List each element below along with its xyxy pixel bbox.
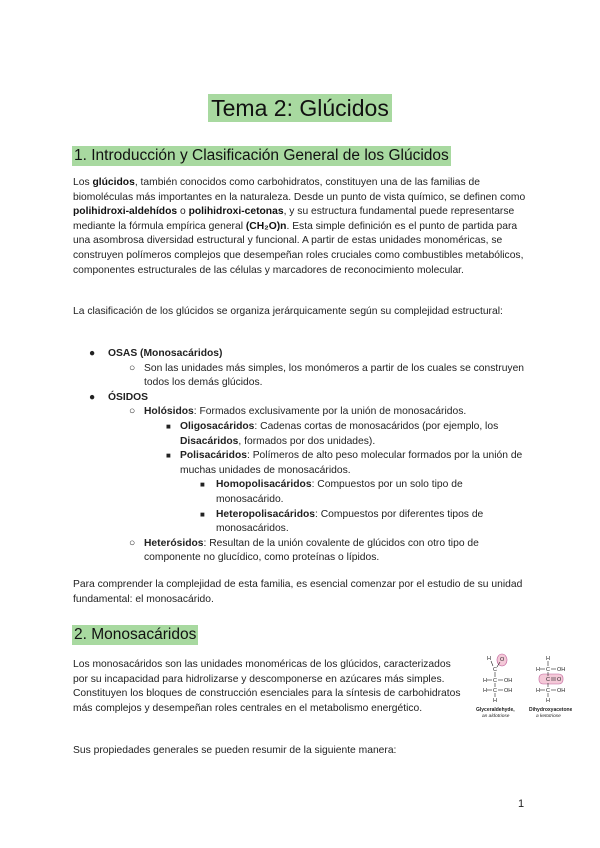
- properties-intro: Sus propiedades generales se pueden resumir de la siguiente manera:: [73, 745, 397, 756]
- triose-structures-figure: [472, 652, 572, 722]
- list-item-homopolisacaridos: ■ Homopolisacáridos: Compuestos por un solo tipo de monosacárido.: [200, 479, 463, 505]
- atom-h-c3: H: [483, 688, 487, 694]
- dihydroxyacetone-label: Dihydroxyacetone: [529, 707, 572, 713]
- atom-h-bottom: H: [493, 698, 497, 704]
- list-item-holosidos: ○ Holósidos: Formados exclusivamente por la unión de monosacáridos.: [129, 406, 467, 418]
- atom-o-right: O: [557, 677, 562, 683]
- list-item-oligosacaridos: ■ Oligosacáridos: Cadenas cortas de monosacáridos (por ejemplo, los Disacáridos, formados por dos unidades).: [166, 420, 499, 447]
- section-heading-monosacaridos: 2. Monosacáridos: [74, 626, 197, 643]
- atom-c2: C: [493, 678, 497, 684]
- atom-c3: C: [493, 688, 497, 694]
- group-oh-c1-right: OH: [557, 667, 566, 673]
- list-item-osas: ● OSAS (Monosacáridos): [89, 348, 223, 359]
- atom-c3-right: C: [546, 688, 550, 694]
- dihydroxyacetone-structure: [529, 656, 572, 719]
- glyceraldehyde-label: Glyceraldehyde,: [476, 707, 515, 713]
- atom-c2-right: C: [546, 677, 550, 683]
- list-item-osidos: ● ÓSIDOS: [89, 391, 149, 403]
- group-oh-c3: OH: [504, 688, 513, 694]
- group-oh-c2: OH: [504, 678, 513, 684]
- atom-h-top: H: [487, 656, 491, 662]
- page-number: 1: [518, 798, 525, 810]
- list-item-osas-desc: ○ Son las unidades más simples, los monómeros a partir de los cuales se construyen todos los demás glúcidos.: [129, 362, 525, 389]
- atom-h-c2: H: [483, 678, 487, 684]
- page-title: Tema 2: Glúcidos: [0, 95, 600, 122]
- glyceraldehyde-sublabel: an aldotriose: [482, 714, 510, 719]
- atom-h-c3-right: H: [536, 688, 540, 694]
- dihydroxyacetone-sublabel: a ketotriose: [536, 714, 561, 719]
- classification-intro: La clasificación de los glúcidos se organiza jerárquicamente según su complejidad estructural:: [73, 306, 503, 317]
- list-item-heteropolisacaridos: ■ Heteropolisacáridos: Compuestos por diferentes tipos de monosacáridos.: [200, 508, 484, 535]
- atom-h-c1-right: H: [536, 667, 540, 673]
- atom-h-top-right: H: [546, 656, 550, 662]
- closing-paragraph: Para comprender la complejidad de esta familia, es esencial comenzar por el estudio de su unidad fundamental: el monosacárido.: [73, 579, 523, 605]
- atom-o: O: [500, 657, 505, 663]
- monosacaridos-paragraph: Los monosacáridos son las unidades monoméricas de los glúcidos, caracterizados por su incapacidad para hidrolizarse y descomponerse en azúcares más simples. Constituyen los bloques de construcción esenciales para la síntesis de carbohidratos más complejos y desempeñan roles centrales en el metabolismo energético.: [73, 659, 461, 714]
- atom-h-bottom-right: H: [546, 698, 550, 704]
- list-item-heterosidos: ○ Heterósidos: Resultan de la unión covalente de glúcidos con otro tipo de componente no glucídico, como proteínas o lípidos.: [129, 537, 479, 564]
- atom-c1: C: [493, 667, 497, 673]
- classification-list: [73, 347, 533, 566]
- glyceraldehyde-structure: [476, 654, 515, 719]
- group-oh-c3-right: OH: [557, 688, 566, 694]
- atom-c1-right: C: [546, 667, 550, 673]
- intro-paragraph: Los glúcidos, también conocidos como carbohidratos, constituyen una de las familias de biomoléculas más importantes en la naturaleza. Desde un punto de vista químico, se definen como polihidroxi-aldehídos o polihidroxi-cetonas, y su estructura fundamental puede representarse mediante la fórmula empírica general (CH₂O)n. Esta simple definición es el punto de partida para una asombrosa diversidad estructural y funcional. A partir de estas unidades monoméricas, se construyen polímeros complejos que desempeñan roles cruciales como combustibles metabólicos, componentes estructurales de las células y marcadores de reconocimiento molecular.: [73, 177, 526, 276]
- section-heading-introduccion: 1. Introducción y Clasificación General de los Glúcidos: [74, 147, 449, 164]
- bond: [491, 661, 493, 666]
- list-item-polisacaridos: ■ Polisacáridos: Polímeros de alto peso molecular formados por la unión de muchas unidades de monosacáridos.: [166, 450, 523, 476]
